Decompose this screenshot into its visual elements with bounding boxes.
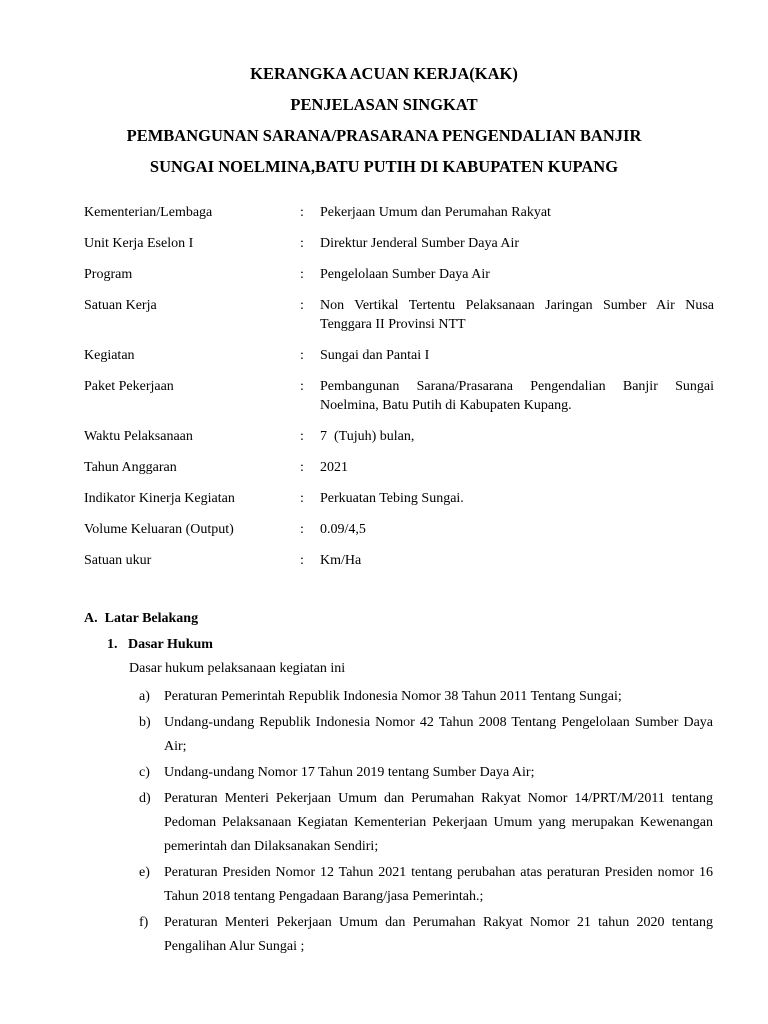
law-list [129, 685, 713, 959]
info-colon: : [300, 491, 304, 506]
info-colon: : [300, 379, 304, 394]
info-table [84, 203, 718, 570]
info-value: Sungai dan Pantai I [320, 348, 430, 363]
title-line-2: PENJELASAN SINGKAT [290, 95, 478, 114]
info-value: Perkuatan Tebing Sungai. [320, 491, 464, 506]
info-row-indikator [84, 489, 714, 508]
info-colon: : [300, 522, 304, 537]
info-row-unit-kerja [84, 234, 714, 253]
info-colon: : [300, 205, 304, 220]
title-line-1: KERANGKA ACUAN KERJA(KAK) [250, 64, 518, 83]
info-label: Waktu Pelaksanaan [84, 429, 193, 444]
list-marker: f) [139, 915, 149, 930]
section-heading-latar-belakang: A. Latar Belakang [84, 611, 199, 626]
list-marker: c) [139, 765, 150, 780]
document-title [0, 58, 768, 182]
list-item [129, 911, 713, 959]
info-value: Pekerjaan Umum dan Perumahan Rakyat [320, 205, 551, 220]
info-value: Direktur Jenderal Sumber Daya Air [320, 236, 520, 251]
info-row-program [84, 265, 714, 284]
info-label: Program [84, 267, 133, 282]
info-label: Indikator Kinerja Kegiatan [84, 491, 235, 506]
info-value: Pembangunan Sarana/Prasarana Pengendalian Banjir Sungai Noelmina, Batu Putih di Kabupaten Kupang. [320, 379, 718, 413]
info-colon: : [300, 460, 304, 475]
list-marker: e) [139, 865, 150, 880]
list-item-text: Peraturan Menteri Pekerjaan Umum dan Perumahan Rakyat Nomor 21 tahun 2020 tentang Pengalihan Alur Sungai ; [164, 915, 713, 954]
info-colon: : [300, 553, 304, 568]
info-row-paket-pekerjaan [84, 377, 718, 415]
title-line-4: SUNGAI NOELMINA,BATU PUTIH DI KABUPATEN KUPANG [149, 157, 619, 176]
list-item-text: Undang-undang Republik Indonesia Nomor 42 Tahun 2008 Tentang Pengelolaan Sumber Daya Air; [164, 715, 713, 754]
info-colon: : [300, 298, 304, 313]
info-value: 0.09/4,5 [320, 522, 366, 537]
info-label: Unit Kerja Eselon I [84, 236, 194, 251]
list-item [129, 861, 713, 909]
list-item [129, 711, 713, 759]
list-item-text: Peraturan Pemerintah Republik Indonesia Nomor 38 Tahun 2011 Tentang Sungai; [164, 689, 622, 704]
info-row-satuan-ukur [84, 551, 714, 570]
info-colon: : [300, 267, 304, 282]
info-value: 2021 [320, 460, 348, 475]
list-marker: b) [139, 715, 151, 730]
info-label: Satuan Kerja [84, 298, 157, 313]
info-value: 7 (Tujuh) bulan, [320, 429, 415, 444]
list-item-text: Peraturan Presiden Nomor 12 Tahun 2021 tentang perubahan atas peraturan Presiden nomor 16 Tahun 2018 tentang Pengadaan Barang/jasa Pemerintah.; [164, 865, 713, 904]
info-row-waktu [84, 427, 714, 446]
list-marker: d) [139, 791, 151, 806]
info-colon: : [300, 348, 304, 363]
info-label: Paket Pekerjaan [84, 379, 174, 394]
list-marker: a) [139, 689, 150, 704]
info-row-tahun-anggaran [84, 458, 714, 477]
intro-paragraph: Dasar hukum pelaksanaan kegiatan ini [129, 661, 346, 676]
title-line-3: PEMBANGUNAN SARANA/PRASARANA PENGENDALIAN BANJIR [126, 126, 642, 145]
list-item [129, 787, 713, 859]
info-value: Pengelolaan Sumber Daya Air [320, 267, 490, 282]
list-item [129, 685, 713, 709]
info-value: Km/Ha [320, 553, 362, 568]
info-row-volume [84, 520, 714, 539]
info-value: Non Vertikal Tertentu Pelaksanaan Jaringan Sumber Air Nusa Tenggara II Provinsi NTT [320, 298, 718, 332]
info-row-kementerian [84, 203, 714, 222]
info-label: Kementerian/Lembaga [84, 205, 213, 220]
subsection-heading-dasar-hukum: 1. Dasar Hukum [107, 637, 213, 652]
list-item-text: Peraturan Menteri Pekerjaan Umum dan Perumahan Rakyat Nomor 14/PRT/M/2011 tentang Pedoman Pelaksanaan Kegiatan Kementerian Pekerjaan Umum yang merupakan Kewenangan pemerintah dan Dilaksanakan Sendiri; [164, 791, 713, 854]
info-label: Kegiatan [84, 348, 135, 363]
info-label: Volume Keluaran (Output) [84, 522, 234, 537]
info-row-kegiatan [84, 346, 714, 365]
list-item [129, 761, 713, 785]
info-colon: : [300, 429, 304, 444]
list-item-text: Undang-undang Nomor 17 Tahun 2019 tentang Sumber Daya Air; [164, 765, 535, 780]
info-colon: : [300, 236, 304, 251]
info-label: Satuan ukur [84, 553, 152, 568]
info-label: Tahun Anggaran [84, 460, 177, 475]
info-row-satuan-kerja [84, 296, 718, 334]
